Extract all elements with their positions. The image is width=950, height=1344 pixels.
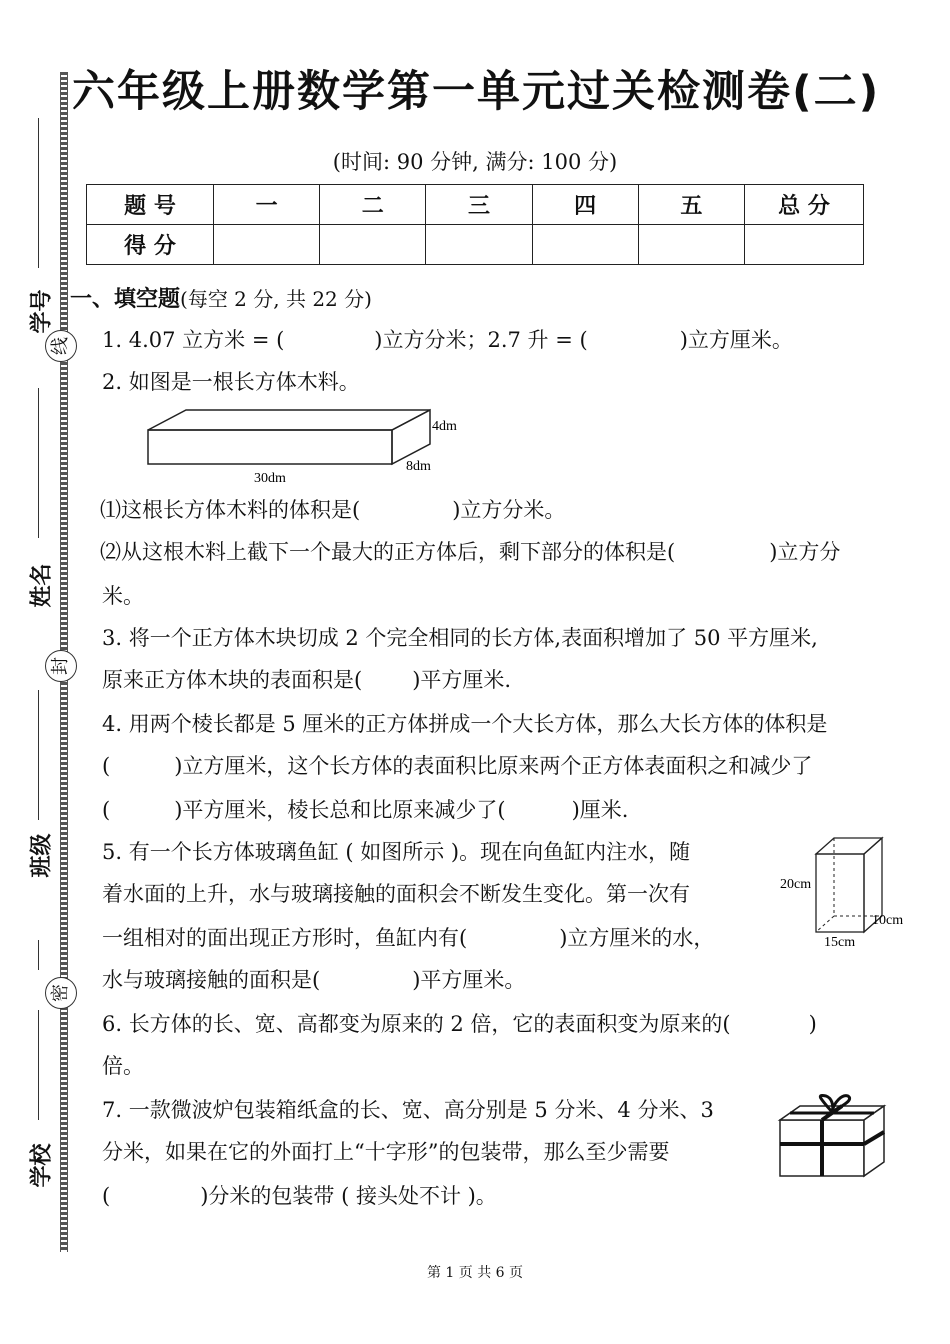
q1-text: 1. 4.07 立方米 = (: [102, 328, 285, 352]
q4-text: )立方厘米，这个长方体的表面积比原来两个正方体表面积之和减少了: [174, 754, 813, 778]
dim-width-label: 8dm: [406, 459, 431, 474]
dim-length-label: 30dm: [254, 471, 286, 486]
exam-info: (时间: 90 分钟, 满分: 100 分): [332, 150, 618, 174]
binding-line: [38, 940, 39, 970]
section-title: 一、填空题: [70, 287, 181, 312]
question-1: [102, 326, 793, 354]
question-2-sub2: [100, 538, 840, 566]
q2-text: ⑵从这根木料上截下一个最大的正方体后，剩下部分的体积是(: [100, 540, 676, 564]
question-3-line2: [102, 666, 511, 694]
score-header-cell: 二: [320, 185, 426, 225]
page-number: 第 1 页 共 6 页: [426, 1265, 524, 1281]
binding-line: [38, 388, 39, 538]
score-row-label: 得 分: [87, 225, 214, 265]
score-cell[interactable]: [532, 225, 638, 265]
section-note: (每空 2 分, 共 22 分): [180, 287, 372, 311]
question-7-line3: [102, 1182, 497, 1210]
q6-text: 6. 长方体的长、宽、高都变为原来的 2 倍，它的表面积变为原来的(: [102, 1012, 731, 1036]
score-cell[interactable]: [320, 225, 426, 265]
question-2: 2. 如图是一根长方体木料。: [102, 370, 360, 394]
seal-circle-line: 线: [45, 330, 77, 362]
wood-block-figure: [140, 400, 480, 490]
page-title: 六年级上册数学第一单元过关检测卷(二): [72, 67, 881, 117]
score-header-cell: 四: [532, 185, 638, 225]
question-7-line1: 7. 一款微波炉包装箱纸盒的长、宽、高分别是 5 分米、4 分米、3: [102, 1098, 714, 1122]
gift-box-icon: [776, 1092, 896, 1182]
score-header-cell: 一: [214, 185, 320, 225]
q3-text: 原来正方体木块的表面积是(: [102, 668, 363, 692]
q4-text: (: [102, 754, 111, 778]
score-header-cell: 题 号: [87, 185, 214, 225]
q4-text: )平方厘米，棱长总和比原来减少了(: [174, 798, 506, 822]
binding-line: [38, 1010, 39, 1120]
question-5-line2: 着水面的上升，水与玻璃接触的面积会不断发生变化。第一次有: [102, 882, 690, 906]
question-6-line1: [102, 1010, 817, 1038]
binding-line: [38, 118, 39, 268]
dim-height-label: 4dm: [432, 419, 457, 434]
q2-text: )立方分: [769, 540, 841, 564]
q1-text: )立方分米；2.7 升 = (: [374, 328, 588, 352]
q5-text: 一组相对的面出现正方形时，鱼缸内有(: [102, 926, 468, 950]
seal-circle-secret: 密: [45, 977, 77, 1009]
score-table: [86, 184, 864, 265]
score-header-cell: 五: [638, 185, 744, 225]
score-cell[interactable]: [638, 225, 744, 265]
question-5-line4: [102, 966, 525, 994]
q4-text: )厘米.: [571, 798, 629, 822]
score-cell[interactable]: [426, 225, 532, 265]
question-5-line3: [102, 924, 714, 952]
q2-text: ⑴这根长方体木料的体积是(: [100, 498, 361, 522]
q5-text: )平方厘米。: [412, 968, 526, 992]
q1-text: )立方厘米。: [679, 328, 793, 352]
q6-text: ): [808, 1012, 817, 1036]
question-5-line1: 5. 有一个长方体玻璃鱼缸 ( 如图所示 )。现在向鱼缸内注水，随: [102, 840, 691, 864]
section-heading: [70, 282, 372, 313]
question-2-sub1: [100, 496, 565, 524]
question-3-line1: 3. 将一个正方体木块切成 2 个完全相同的长方体,表面积增加了 50 平方厘米,: [102, 626, 818, 650]
class-label: 班级: [29, 833, 55, 878]
fish-tank-figure: [776, 830, 916, 950]
question-7-line2: 分米，如果在它的外面打上“十字形”的包装带，那么至少需要: [102, 1140, 670, 1164]
score-header-cell: 三: [426, 185, 532, 225]
tank-width-label: 10cm: [872, 913, 904, 928]
q5-text: 水与玻璃接触的面积是(: [102, 968, 321, 992]
seal-circle-seal: 封: [45, 650, 77, 682]
school-label: 学校: [29, 1143, 55, 1188]
q4-text: (: [102, 798, 111, 822]
q7-text: )分米的包装带 ( 接头处不计 )。: [200, 1184, 497, 1208]
q2-text: )立方分米。: [452, 498, 566, 522]
q3-text: )平方厘米.: [412, 668, 512, 692]
score-cell[interactable]: [214, 225, 320, 265]
tank-length-label: 15cm: [824, 935, 856, 950]
name-label: 姓名: [29, 563, 55, 608]
q5-text: )立方厘米的水，: [559, 926, 715, 950]
question-4-line2: [102, 752, 812, 780]
question-2-sub2-cont: 米。: [102, 584, 144, 608]
question-4-line1: 4. 用两个棱长都是 5 厘米的正方体拼成一个大长方体，那么大长方体的体积是: [102, 712, 828, 736]
question-4-line3: [102, 796, 628, 824]
binding-line: [38, 690, 39, 820]
score-cell[interactable]: [745, 225, 864, 265]
student-id-label: 学号: [29, 289, 55, 334]
tank-height-label: 20cm: [780, 877, 812, 892]
question-6-line2: 倍。: [102, 1054, 144, 1078]
q7-text: (: [102, 1184, 111, 1208]
score-header-cell: 总 分: [745, 185, 864, 225]
